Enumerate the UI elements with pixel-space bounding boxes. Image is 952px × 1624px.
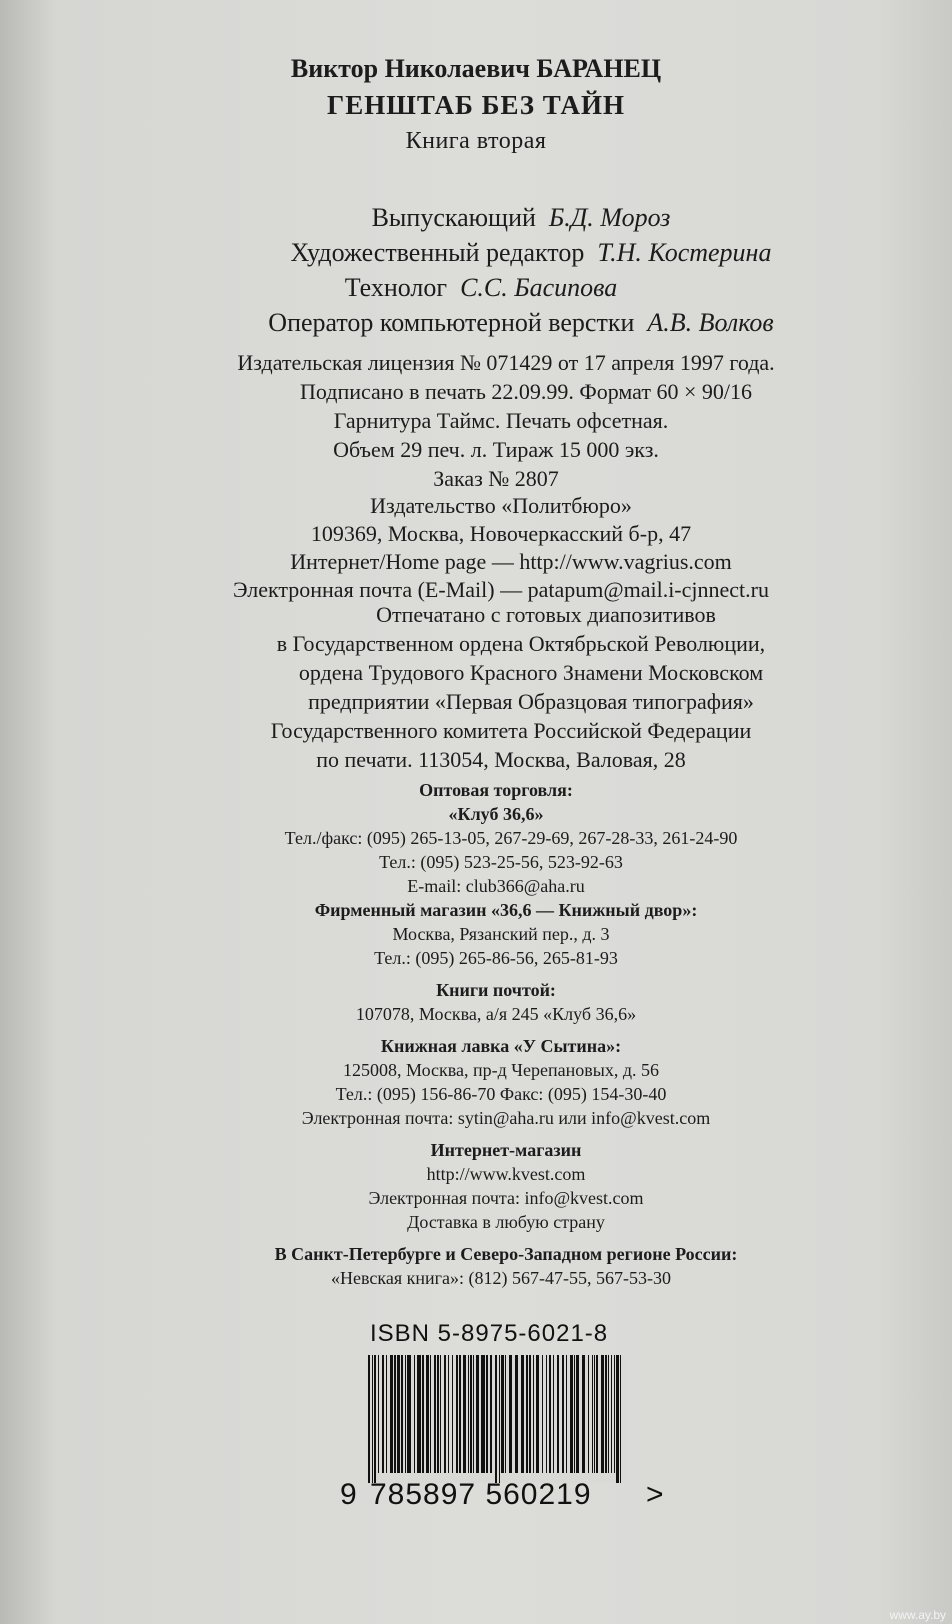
barcode-bar xyxy=(440,1355,441,1473)
barcode-bar xyxy=(459,1355,461,1473)
shop-heading: Интернет-магазин xyxy=(430,1140,582,1160)
imprint-line: Заказ № 2807 xyxy=(433,466,559,491)
barcode-bar xyxy=(542,1355,543,1473)
wholesale-line: E-mail: club366@aha.ru xyxy=(407,876,585,896)
barcode-bar xyxy=(426,1355,429,1473)
barcode-bar xyxy=(616,1355,619,1483)
barcode-bar xyxy=(553,1355,554,1473)
barcode-bar xyxy=(386,1355,387,1473)
barcode-bar xyxy=(608,1355,609,1473)
mail-line: 107078, Москва, а/я 245 «Клуб 36,6» xyxy=(355,1004,637,1024)
barcode-bar xyxy=(570,1355,573,1473)
barcode-bar xyxy=(509,1355,512,1473)
imprint-line: Гарнитура Таймс. Печать офсетная. xyxy=(333,408,669,433)
trade-contacts xyxy=(0,778,952,1290)
barcode-bar xyxy=(611,1355,612,1473)
barcode-bar xyxy=(594,1355,595,1473)
barcode-bar xyxy=(515,1355,518,1473)
barcode-bar xyxy=(378,1355,379,1473)
barcode-bar xyxy=(397,1355,400,1473)
barcode xyxy=(366,1355,626,1483)
watermark: www.ay.by xyxy=(889,1608,946,1622)
credits-list xyxy=(0,200,952,340)
barcode-bar xyxy=(417,1355,421,1473)
credit-name: А.В. Волков xyxy=(647,308,774,337)
barcode-bar xyxy=(456,1355,458,1473)
barcode-bar xyxy=(463,1355,466,1473)
barcode-bar xyxy=(407,1355,411,1473)
barcode-bar xyxy=(382,1355,384,1473)
credit-role: Технолог xyxy=(344,273,448,302)
spb-heading: В Санкт-Петербурге и Северо-Западном регионе России: xyxy=(274,1244,738,1264)
wholesale-line: Тел.: (095) 523-25-56, 523-92-63 xyxy=(379,852,623,872)
barcode-bar xyxy=(486,1355,488,1473)
barcode-bar xyxy=(405,1355,406,1473)
barcode-bar xyxy=(521,1355,524,1473)
ean-first-digit: 9 xyxy=(340,1478,358,1511)
barcode-bar xyxy=(434,1355,436,1473)
printed-line: по печати. 113054, Москва, Валовая, 28 xyxy=(316,747,686,772)
sytin-line: Тел.: (095) 156-86-70 Факс: (095) 154-30-40 xyxy=(335,1084,667,1104)
barcode-bar xyxy=(448,1355,449,1473)
publisher-line: Интернет/Home page — http://www.vagrius.com xyxy=(290,549,732,574)
barcode-bar xyxy=(620,1355,621,1483)
printed-line: Государственного комитета Российской Федерации xyxy=(270,718,752,743)
book-volume: Книга вторая xyxy=(405,128,547,154)
sytin-line: Электронная почта: sytin@aha.ru или info@kvest.com xyxy=(301,1108,711,1128)
credit-name: Т.Н. Костерина xyxy=(597,238,772,267)
barcode-bar xyxy=(557,1355,559,1473)
barcode-bar xyxy=(437,1355,439,1473)
store-heading: Фирменный магазин «36,6 — Книжный двор»: xyxy=(314,900,698,920)
author-name: Виктор Николаевич БАРАНЕЦ xyxy=(290,54,662,83)
barcode-bar xyxy=(394,1355,396,1473)
barcode-bar xyxy=(549,1355,551,1473)
isbn-label: ISBN 5-8975-6021-8 xyxy=(370,1320,609,1347)
barcode-bar xyxy=(605,1355,607,1473)
book-title: ГЕНШТАБ БЕЗ ТАЙН xyxy=(327,90,625,120)
barcode-bar xyxy=(490,1355,492,1473)
store-line: Тел.: (095) 265-86-56, 265-81-93 xyxy=(374,948,618,968)
credit-name: Б.Д. Мороз xyxy=(548,203,671,232)
barcode-bar xyxy=(526,1355,528,1473)
barcode-bar xyxy=(476,1355,479,1473)
printed-line: Отпечатано с готовых диапозитивов xyxy=(376,602,716,627)
publisher-line: Издательство «Политбюро» xyxy=(370,493,632,518)
barcode-bar xyxy=(452,1355,453,1473)
barcode-bar xyxy=(582,1355,585,1473)
mail-heading: Книги почтой: xyxy=(436,980,556,1000)
barcode-bar xyxy=(372,1355,373,1483)
printed-line: ордена Трудового Красного Знамени Московском xyxy=(298,660,764,685)
imprint-line: Объем 29 печ. л. Тираж 15 000 экз. xyxy=(333,437,659,462)
ean-remaining-digits: 785897 560219 xyxy=(370,1478,592,1511)
printed-line: предприятии «Первая Образцовая типография» xyxy=(308,689,754,714)
credit-role: Выпускающий xyxy=(371,203,536,232)
credit-role: Оператор компьютерной верстки xyxy=(268,308,635,337)
ean-quiet-zone-arrow: > xyxy=(646,1478,665,1511)
credit-name: С.С. Басипова xyxy=(460,273,618,302)
barcode-bar xyxy=(470,1355,472,1473)
shop-line: Электронная почта: info@kvest.com xyxy=(368,1188,644,1208)
barcode-bar xyxy=(468,1355,469,1473)
barcode-bar xyxy=(390,1355,393,1473)
barcode-bar xyxy=(368,1355,370,1483)
barcode-bar xyxy=(499,1355,500,1483)
imprint-line: Издательская лицензия № 071429 от 17 апреля 1997 года. xyxy=(237,350,775,375)
sytin-heading: Книжная лавка «У Сытина»: xyxy=(380,1036,622,1056)
printed-line: в Государственном ордена Октябрьской Революции, xyxy=(276,631,766,656)
barcode-bar xyxy=(562,1355,564,1473)
barcode-bar xyxy=(546,1355,547,1473)
publisher-line: Электронная почта (E-Mail) — patapum@mail.i-cjnnect.ru xyxy=(233,577,769,602)
imprint-details xyxy=(0,348,952,493)
barcode-bar xyxy=(592,1355,593,1473)
barcode-bar xyxy=(614,1355,615,1473)
credit-role: Художественный редактор xyxy=(290,238,585,267)
barcode-bar xyxy=(601,1355,604,1473)
wholesale-line: Тел./факс: (095) 265-13-05, 267-29-69, 267-28-33, 261-24-90 xyxy=(284,828,738,848)
wholesale-name: «Клуб 36,6» xyxy=(448,804,544,824)
printing-house-info xyxy=(0,600,952,774)
barcode-bar xyxy=(596,1355,598,1473)
credit-line xyxy=(55,235,952,270)
barcode-bar xyxy=(422,1355,424,1473)
barcode-bar xyxy=(401,1355,403,1473)
shop-line: http://www.kvest.com xyxy=(426,1164,586,1184)
barcode-bar xyxy=(529,1355,531,1473)
barcode-bar xyxy=(430,1355,431,1473)
barcode-bar xyxy=(536,1355,539,1473)
barcode-bar xyxy=(481,1355,485,1473)
barcode-bar xyxy=(566,1355,567,1473)
publisher-info xyxy=(0,492,952,604)
barcode-bar xyxy=(501,1355,504,1473)
barcode-bar xyxy=(505,1355,506,1473)
barcode-bar xyxy=(374,1355,376,1483)
credit-line xyxy=(5,270,952,305)
barcode-bar xyxy=(588,1355,589,1473)
barcode-bar xyxy=(473,1355,474,1473)
credit-line xyxy=(45,305,952,340)
barcode-bar xyxy=(533,1355,534,1473)
imprint-line: Подписано в печать 22.09.99. Формат 60 × 90/16 xyxy=(300,379,752,404)
barcode-bar xyxy=(414,1355,415,1473)
barcode-bar xyxy=(574,1355,575,1473)
sytin-line: 125008, Москва, пр-д Черепановых, д. 56 xyxy=(343,1060,659,1080)
barcode-bar xyxy=(444,1355,446,1473)
spb-line: «Невская книга»: (812) 567-47-55, 567-53-30 xyxy=(331,1268,671,1288)
barcode-bar xyxy=(495,1355,497,1483)
wholesale-heading: Оптовая торговля: xyxy=(419,780,573,800)
shop-line: Доставка в любую страну xyxy=(407,1212,605,1232)
store-line: Москва, Рязанский пер., д. 3 xyxy=(392,924,610,944)
barcode-bar xyxy=(576,1355,579,1473)
credit-line xyxy=(45,200,952,235)
publisher-line: 109369, Москва, Новочеркасский б-р, 47 xyxy=(310,521,692,546)
